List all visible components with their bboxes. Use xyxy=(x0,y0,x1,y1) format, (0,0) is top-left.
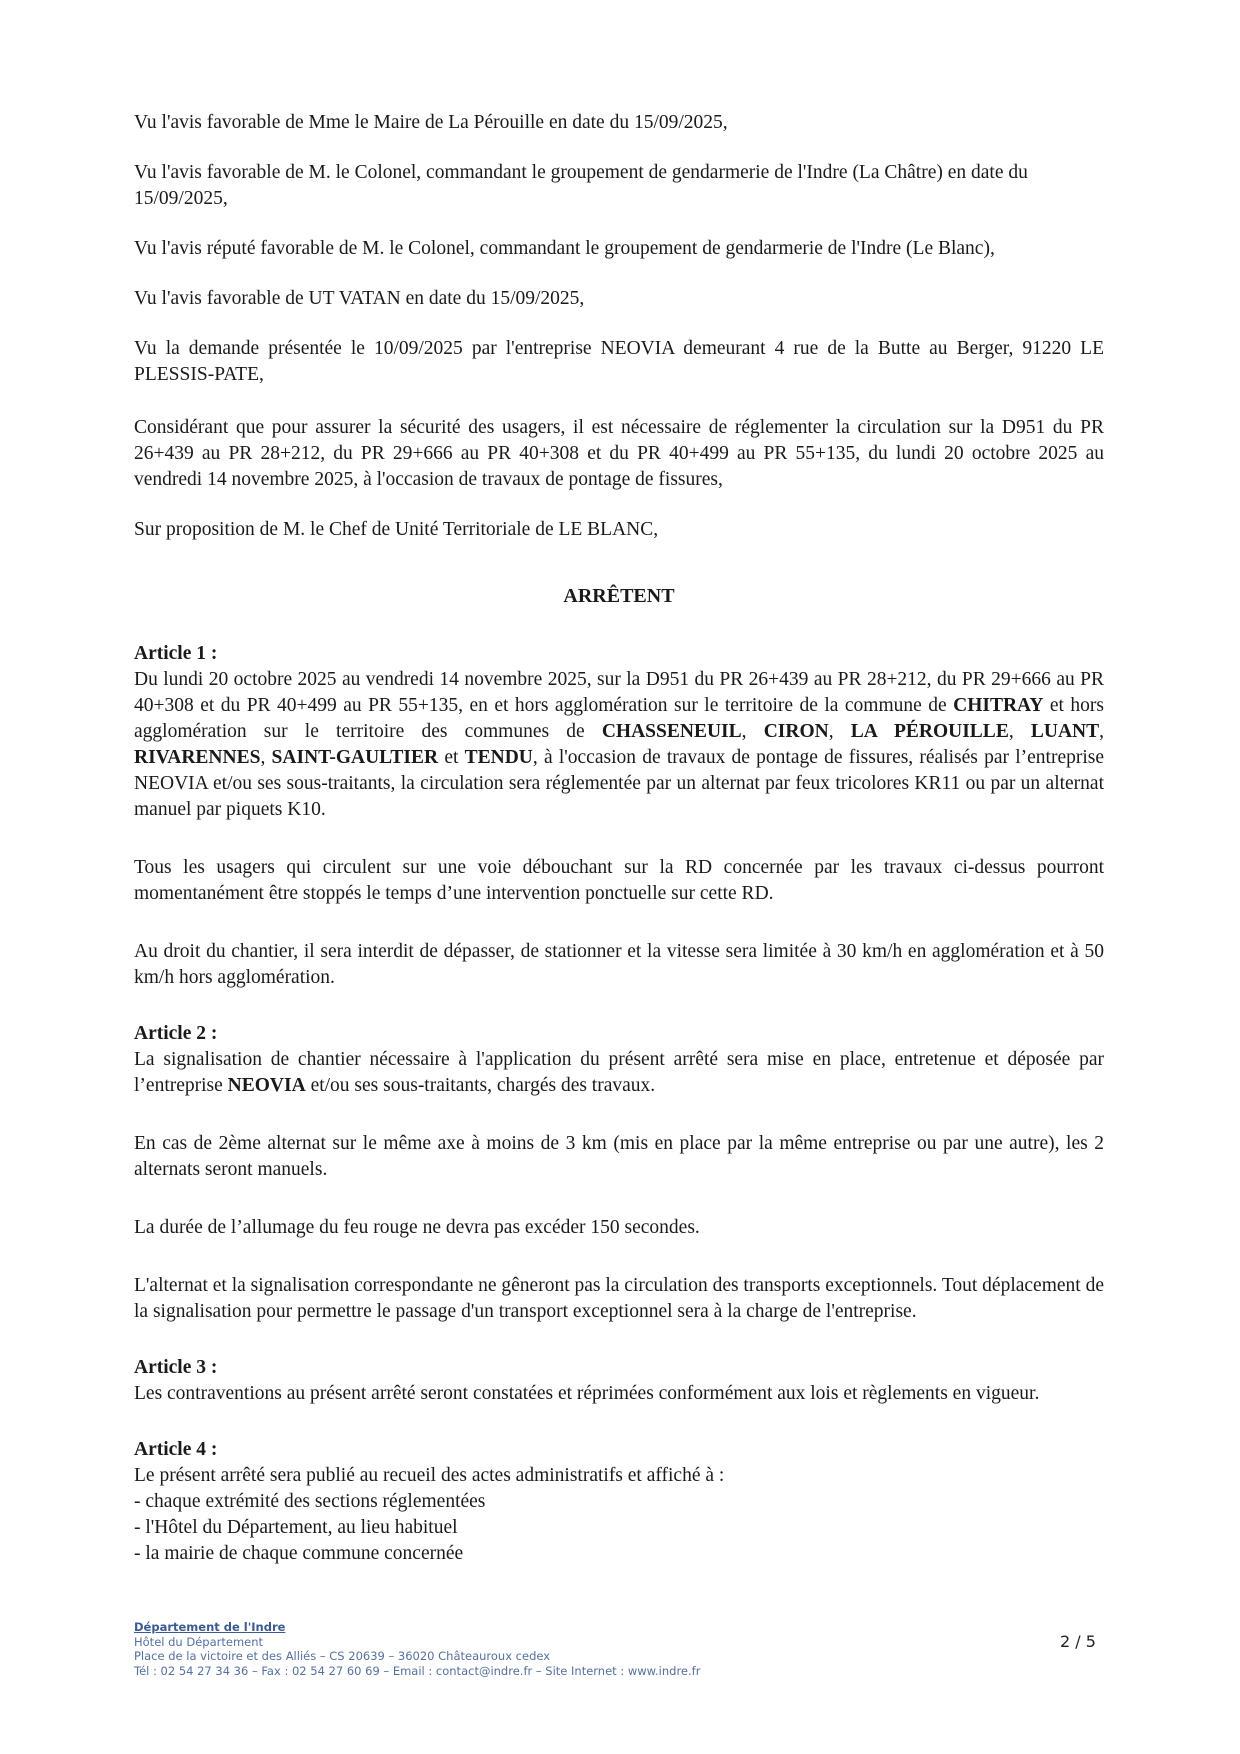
article-2-paragraph-1 xyxy=(134,1047,1104,1099)
text-run: Du lundi 20 octobre 2025 au vendredi 14 novembre 2025, sur la D951 du PR 26+439 au PR 28+212, du PR 29+666 au PR 40+308 et du PR 40+499 au PR 55+135, en et hors agglomération sur le territoire de la commune de xyxy=(134,669,1104,716)
text-run: , xyxy=(828,721,851,742)
decision-heading: ARRÊTENT xyxy=(563,585,675,607)
text-run: , xyxy=(1008,721,1031,742)
list-item: - la mairie de chaque commune concernée xyxy=(134,1543,464,1564)
text-run: et xyxy=(438,747,465,768)
article-3-title: Article 3 : xyxy=(134,1357,218,1378)
commune-ciron: CIRON xyxy=(763,721,829,742)
article-2-paragraph-3: La durée de l’allumage du feu rouge ne devra pas excéder 150 secondes. xyxy=(134,1217,700,1238)
footer-address: Place de la victoire et des Alliés – CS 20639 – 36020 Châteauroux cedex xyxy=(134,1649,551,1663)
list-item: - l'Hôtel du Département, au lieu habituel xyxy=(134,1517,458,1538)
visa-gendarmerie-le-blanc: Vu l'avis réputé favorable de M. le Colonel, commandant le groupement de gendarmerie de l'Indre (Le Blanc), xyxy=(134,238,995,259)
article-3-paragraph-1: Les contraventions au présent arrêté seront constatées et réprimées conformément aux lois et règlements en vigueur. xyxy=(134,1383,1040,1404)
text-run: , xyxy=(260,747,272,768)
article-1-title: Article 1 : xyxy=(134,643,218,664)
page-number: 2 / 5 xyxy=(1060,1632,1096,1651)
article-4-list xyxy=(134,1489,1104,1567)
text-run: , xyxy=(1099,721,1105,742)
article-1-paragraph-2: Tous les usagers qui circulent sur une voie débouchant sur la RD concernée par les travaux ci-dessus pourront momentanément être stoppés le temps d’une intervention ponctuelle sur cette RD. xyxy=(134,857,1104,904)
article-2-paragraph-4: L'alternat et la signalisation correspondante ne gêneront pas la circulation des transports exceptionnels. Tout déplacement de la signalisation pour permettre le passage d'un transport exceptionnel sera à la charge de l'entreprise. xyxy=(134,1275,1104,1322)
article-2-paragraph-2: En cas de 2ème alternat sur le même axe à moins de 3 km (mis en place par la même entreprise ou par une autre), les 2 alternats seront manuels. xyxy=(134,1133,1104,1180)
text-run: La signalisation de chantier nécessaire à l'application du présent arrêté sera mise en place, entretenue et déposée par l’entreprise xyxy=(134,1049,1104,1096)
visa-request: Vu la demande présentée le 10/09/2025 par l'entreprise NEOVIA demeurant 4 rue de la Butte au Berger, 91220 LE PLESSIS-PATE, xyxy=(134,338,1104,385)
commune-tendu: TENDU xyxy=(464,747,533,768)
commune-saint-gaultier: SAINT-GAULTIER xyxy=(271,747,439,768)
text-run: , xyxy=(741,721,764,742)
commune-chitray: CHITRAY xyxy=(953,695,1044,716)
visa-gendarmerie-la-chatre: Vu l'avis favorable de M. le Colonel, commandant le groupement de gendarmerie de l'Indre (La Châtre) en date du 15/09/2025, xyxy=(134,162,1028,209)
article-1-paragraph-3: Au droit du chantier, il sera interdit de dépasser, de stationner et la vitesse sera limitée à 30 km/h en agglomération et à 50 km/h hors agglomération. xyxy=(134,941,1104,988)
considerant: Considérant que pour assurer la sécurité des usagers, il est nécessaire de réglementer la circulation sur la D951 du PR 26+439 au PR 28+212, du PR 29+666 au PR 40+308 et du PR 40+499 au PR 55+135, du lundi 20 octobre 2025 au vendredi 14 novembre 2025, à l'occasion de travaux de pontage de fissures, xyxy=(134,417,1104,490)
document-body xyxy=(134,110,1104,1567)
footer-organization: Département de l'Indre xyxy=(134,1620,286,1634)
company-neovia: NEOVIA xyxy=(227,1075,306,1096)
commune-la-perouille: LA PÉROUILLE xyxy=(850,721,1009,742)
visa-ut-vatan: Vu l'avis favorable de UT VATAN en date du 15/09/2025, xyxy=(134,288,585,309)
footer xyxy=(134,1620,700,1678)
article-4-paragraph-1: Le présent arrêté sera publié au recueil des actes administratifs et affiché à : xyxy=(134,1465,725,1486)
visa-mayor: Vu l'avis favorable de Mme le Maire de La Pérouille en date du 15/09/2025, xyxy=(134,112,728,133)
footer-building: Hôtel du Département xyxy=(134,1634,264,1649)
text-run: , à l'occasion de travaux de pontage de fissures, réalisés par l’entreprise NEOVIA et/ou ses sous-traitants, la circulation sera réglementée par un alternat par feux tricolores KR11 ou par un alternat manuel par piquets K10. xyxy=(134,747,1104,820)
commune-luant: LUANT xyxy=(1030,721,1100,742)
footer-contact: Tél : 02 54 27 34 36 – Fax : 02 54 27 60 69 – Email : contact@indre.fr – Site Internet : www.indre.fr xyxy=(134,1663,701,1678)
list-item: - chaque extrémité des sections réglementées xyxy=(134,1491,486,1512)
proposition: Sur proposition de M. le Chef de Unité Territoriale de LE BLANC, xyxy=(134,519,659,540)
article-1-paragraph-1 xyxy=(134,667,1104,823)
text-run: et hors agglomération sur le territoire des communes de xyxy=(134,695,1104,742)
article-4-title: Article 4 : xyxy=(134,1439,218,1460)
commune-rivarennes: RIVARENNES xyxy=(134,747,261,768)
commune-chasseneuil: CHASSENEUIL xyxy=(601,721,742,742)
article-2-title: Article 2 : xyxy=(134,1023,218,1044)
text-run: et/ou ses sous-traitants, chargés des travaux. xyxy=(305,1075,656,1096)
